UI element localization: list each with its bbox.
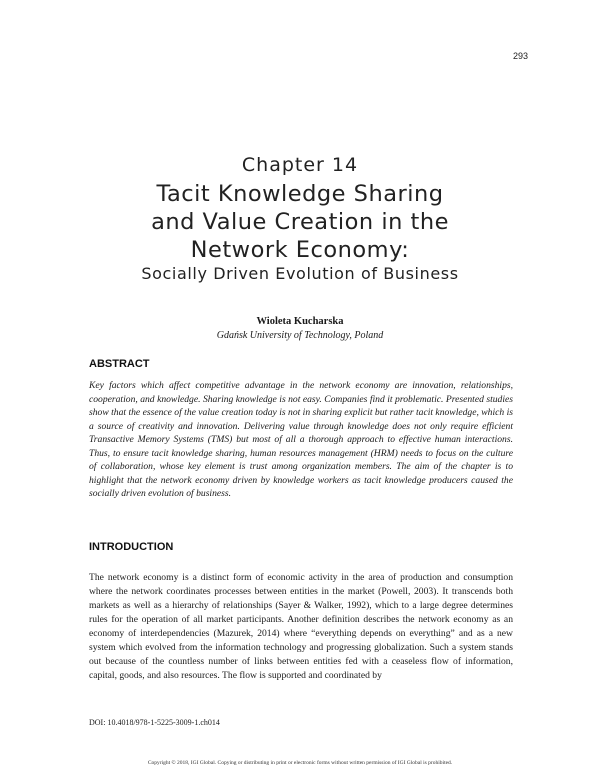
title-line: Network Economy:: [190, 237, 410, 263]
abstract-heading: ABSTRACT: [89, 358, 150, 370]
chapter-title: [0, 180, 600, 264]
page-number: 293: [512, 51, 528, 61]
copyright-notice: Copyright © 2018, IGI Global. Copying or distributing in print or electronic forms without written permission of IGI Global is prohibited.: [147, 760, 453, 766]
chapter-subtitle: Socially Driven Evolution of Business: [141, 264, 459, 283]
introduction-text: The network economy is a distinct form of economic activity in the area of production and consumption where the network coordinates processes between entities in the market (Powell, 2003). It transcends both markets as well as a hierarchy of relationships (Sayer & Walker, 1992), which to a large degree determines rules for the operation of all market participants. Another definition describes the network economy as an economy of interdependencies (Mazurek, 2014) where “everything depends on everything” and as a new system which evolved from the information technology and progressing globalization. Such a system stands out because of the countless number of links between entities fed with a ceaseless flow of information, capital, goods, and also resources. The flow is supported and coordinated by: [89, 572, 513, 681]
introduction-heading: INTRODUCTION: [89, 541, 174, 553]
abstract-text: Key factors which affect competitive advantage in the network economy are innovation, relationships, cooperation, and knowledge. Sharing knowledge is not easy. Companies find it problematic. Presented studies show that the essence of the value creation today is not in sharing explicit but rather tacit knowledge, which is a source of creativity and innovation. Delivering value through knowledge does not only require efficient Transactive Memory Systems (TMS) but most of all a thorough approach to effective human interactions. Thus, to ensure tacit knowledge sharing, human resources management (HRM) needs to focus on the culture of collaboration, whose key element is trust among organization members. The aim of the chapter is to highlight that the network economy driven by knowledge workers as tacit knowledge producers caused the socially driven evolution of business.: [89, 380, 513, 499]
author-affiliation: Gdańsk University of Technology, Poland: [216, 330, 384, 341]
chapter-label: Chapter 14: [241, 154, 359, 176]
author-name: Wioleta Kucharska: [256, 316, 344, 327]
doi: DOI: 10.4018/978-1-5225-3009-1.ch014: [89, 718, 220, 727]
title-line: Tacit Knowledge Sharing: [156, 181, 444, 207]
title-line: and Value Creation in the: [151, 209, 449, 235]
